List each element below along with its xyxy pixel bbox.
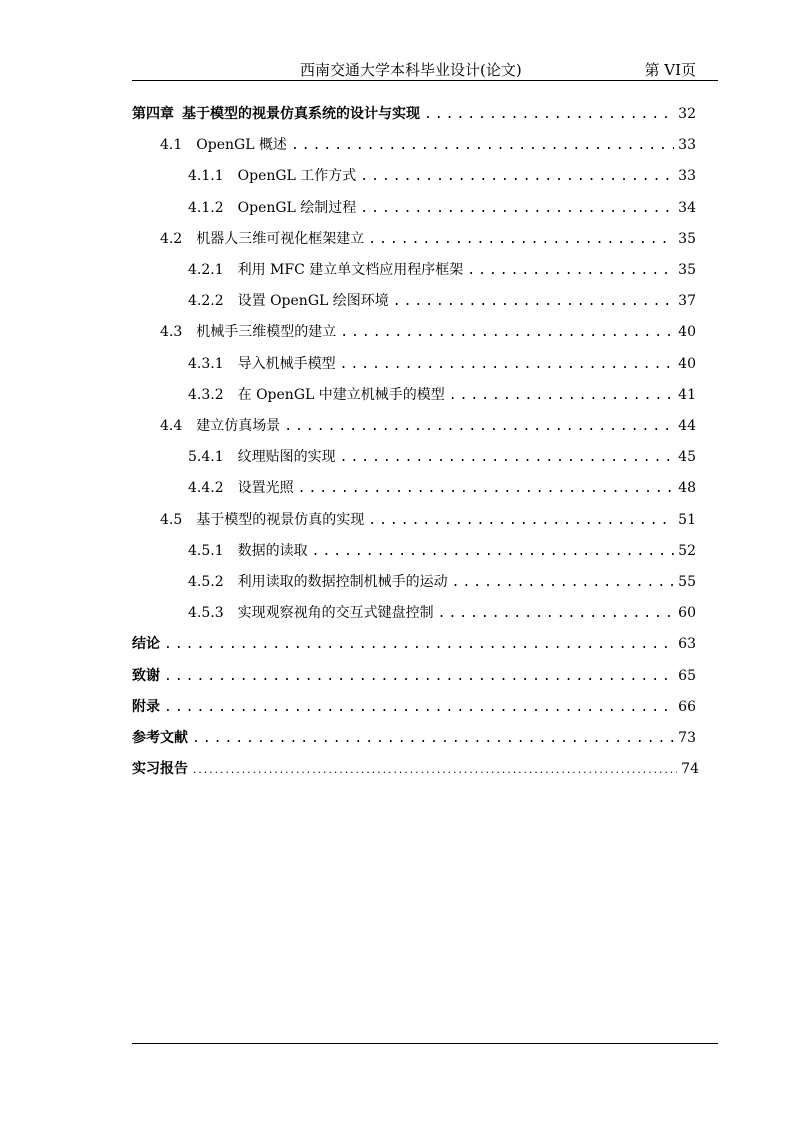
toc-entry-title: 机械手三维模型的建立: [196, 324, 337, 340]
toc-entry-number: 4.4.2: [188, 480, 224, 496]
toc-entry-page: 34: [678, 200, 696, 216]
toc-entry-title: OpenGL 工作方式: [237, 168, 357, 184]
toc-dot-leader: [340, 357, 675, 372]
toc-entry[interactable]: [188, 165, 696, 187]
toc-entry[interactable]: [132, 727, 696, 749]
toc-entry-title: 利用读取的数据控制机械手的运动: [237, 574, 448, 590]
toc-entry[interactable]: [132, 103, 696, 125]
toc-entry-page: 44: [678, 418, 696, 434]
toc-entry-page: 48: [678, 480, 696, 496]
toc-entry-title: 设置光照: [237, 480, 294, 496]
toc-entry-title: 附录: [132, 699, 160, 715]
toc-dot-leader: [424, 107, 674, 122]
toc-entry[interactable]: [188, 290, 696, 312]
toc-entry-page: 40: [678, 324, 696, 340]
toc-dot-leader: [467, 263, 674, 278]
toc-dot-leader: [340, 450, 675, 465]
toc-entry[interactable]: [188, 384, 696, 406]
toc-entry-page: 45: [678, 449, 696, 465]
toc-entry-page: 35: [678, 231, 696, 247]
toc-dot-leader: [340, 325, 674, 340]
toc-dot-leader: [438, 606, 675, 621]
toc-dot-leader: [164, 700, 674, 715]
toc-entry-page: 33: [678, 168, 696, 184]
toc-entry-page: 32: [678, 106, 696, 122]
toc-dot-leader: [192, 766, 677, 776]
toc-entry-title: 基于模型的视景仿真的实现: [196, 512, 365, 528]
toc-entry-page: 41: [678, 387, 696, 403]
toc-entry[interactable]: [132, 696, 696, 718]
toc-entry-number: 4.1: [160, 137, 183, 153]
toc-dot-leader: [452, 575, 675, 590]
header-page-number: 第 VI页: [644, 61, 696, 79]
toc-entry-page: 35: [678, 262, 696, 278]
toc-dot-leader: [192, 731, 674, 746]
toc-entry-number: 5.4.1: [188, 449, 224, 465]
toc-entry[interactable]: [188, 477, 696, 499]
toc-entry-title: 在 OpenGL 中建立机械手的模型: [237, 387, 445, 403]
toc-entry-page: 52: [678, 543, 696, 559]
footer-rule: [132, 1043, 718, 1044]
toc-entry-title: 机器人三维可视化框架建立: [196, 231, 365, 247]
toc-dot-leader: [368, 232, 674, 247]
toc-entry-number: 4.5.3: [188, 605, 224, 621]
toc-entry[interactable]: [132, 665, 696, 687]
toc-entry-title: 导入机械手模型: [237, 356, 336, 372]
toc-entry-title: 建立仿真场景: [196, 418, 281, 434]
toc-entry[interactable]: [188, 259, 696, 281]
toc-entry[interactable]: [132, 758, 699, 780]
toc-entry-title: 参考文献: [132, 730, 188, 746]
toc-entry-title: 基于模型的视景仿真系统的设计与实现: [182, 106, 420, 122]
toc-entry-number: 第四章: [132, 106, 174, 122]
toc-entry-number: 4.4: [160, 418, 183, 434]
toc-dot-leader: [164, 669, 674, 684]
toc-entry-page: 33: [678, 137, 696, 153]
toc-entry-page: 60: [678, 605, 696, 621]
toc-entry-page: 73: [678, 730, 696, 746]
toc-dot-leader: [360, 201, 674, 216]
toc-entry-title: 设置 OpenGL 绘图环境: [237, 293, 389, 309]
toc-dot-leader: [360, 169, 674, 184]
toc-entry[interactable]: [188, 540, 696, 562]
toc-entry-number: 4.2.2: [188, 293, 224, 309]
toc-entry[interactable]: [188, 353, 696, 375]
toc-entry-page: 63: [678, 636, 696, 652]
toc-entry-title: OpenGL 绘制过程: [237, 200, 357, 216]
toc-entry[interactable]: [188, 571, 696, 593]
toc-entry[interactable]: [188, 602, 696, 624]
toc-dot-leader: [291, 138, 674, 153]
toc-entry-number: 4.3.1: [188, 356, 224, 372]
toc-entry-page: 40: [678, 356, 696, 372]
toc-dot-leader: [312, 544, 675, 559]
toc-entry-number: 4.1.1: [188, 168, 224, 184]
toc-entry[interactable]: [160, 228, 696, 250]
toc-entry-number: 4.5: [160, 512, 183, 528]
toc-entry-page: 74: [681, 761, 699, 777]
toc-entry[interactable]: [188, 446, 696, 468]
toc-entry-number: 4.5.1: [188, 543, 224, 559]
toc-entry-title: 纹理贴图的实现: [237, 449, 336, 465]
toc-entry[interactable]: [160, 415, 696, 437]
toc-dot-leader: [449, 388, 674, 403]
toc-entry-title: 数据的读取: [237, 543, 308, 559]
toc-entry[interactable]: [160, 321, 696, 343]
toc-dot-leader: [368, 513, 674, 528]
toc-entry[interactable]: [160, 134, 696, 156]
toc-entry-number: 4.3.2: [188, 387, 224, 403]
toc-entry-number: 4.2: [160, 231, 183, 247]
toc-entry-page: 55: [678, 574, 696, 590]
toc-entry-number: 4.1.2: [188, 200, 224, 216]
toc-entry-title: 致谢: [132, 668, 160, 684]
toc-entry-title: 实现观察视角的交互式键盘控制: [237, 605, 434, 621]
page-header: [132, 56, 718, 81]
toc-entry[interactable]: [188, 197, 696, 219]
toc-entry-page: 65: [678, 668, 696, 684]
toc-entry[interactable]: [132, 633, 696, 655]
toc-entry-page: 51: [678, 512, 696, 528]
toc-entry-title: OpenGL 概述: [196, 137, 287, 153]
toc-entry-number: 4.2.1: [188, 262, 224, 278]
header-school-title: 西南交通大学本科毕业设计(论文): [300, 61, 522, 79]
toc-entry-page: 66: [678, 699, 696, 715]
toc-dot-leader: [164, 637, 674, 652]
toc-dot-leader: [393, 294, 674, 309]
toc-entry[interactable]: [160, 509, 696, 531]
toc-dot-leader: [284, 419, 674, 434]
toc-entry-title: 结论: [132, 636, 160, 652]
toc-dot-leader: [298, 481, 675, 496]
toc-entry-title: 实习报告: [132, 761, 188, 777]
toc-entry-title: 利用 MFC 建立单文档应用程序框架: [237, 262, 464, 278]
toc-entry-page: 37: [678, 293, 696, 309]
toc-entry-number: 4.3: [160, 324, 183, 340]
toc-entry-number: 4.5.2: [188, 574, 224, 590]
